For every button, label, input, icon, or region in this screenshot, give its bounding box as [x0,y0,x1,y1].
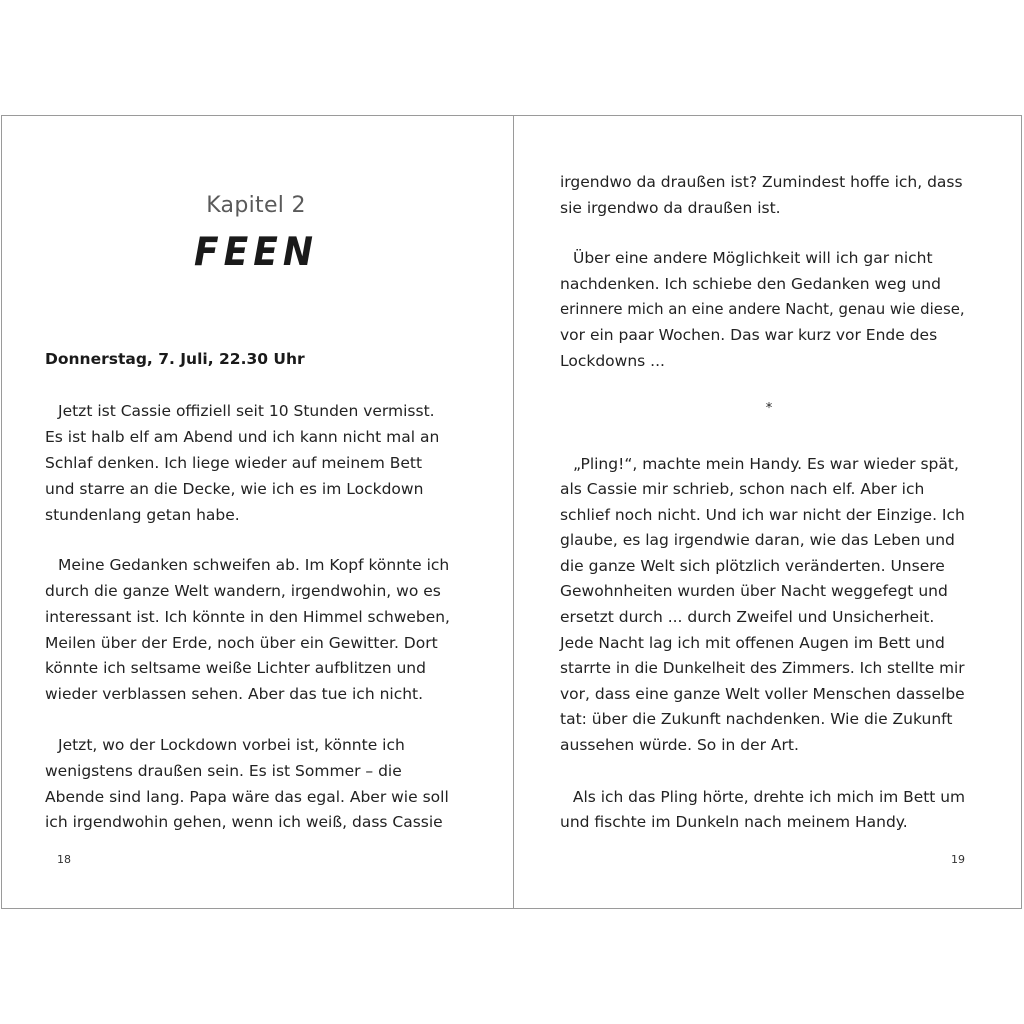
text-line: und starre an die Decke, wie ich es im Lockdown [45,480,424,498]
text-line: erinnere mich an eine andere Nacht, genau wie diese, [560,300,965,318]
right-page [514,0,1024,1024]
text-line: Gewohnheiten wurden über Nacht weggefegt und [560,582,948,600]
text-line: sie irgendwo da draußen ist. [560,199,781,217]
text-line: Es ist halb elf am Abend und ich kann nicht mal an [45,428,440,446]
text-line: irgendwo da draußen ist? Zumindest hoffe ich, dass [560,173,963,191]
text-line: Meilen über der Erde, noch über ein Gewitter. Dort [45,634,438,652]
text-line: Jetzt ist Cassie offiziell seit 10 Stunden vermisst. [58,402,435,420]
text-line: Jetzt, wo der Lockdown vorbei ist, könnte ich [58,736,405,754]
text-line: nachdenken. Ich schiebe den Gedanken weg und [560,275,941,293]
scene-break: * [765,401,773,416]
text-line: durch die ganze Welt wandern, irgendwohin, wo es [45,582,441,600]
page-number: 19 [951,853,965,866]
text-line: aussehen würde. So in der Art. [560,736,799,754]
text-line: Lockdowns ... [560,352,665,370]
text-line: Jede Nacht lag ich mit offenen Augen im Bett und [560,634,945,652]
text-line: könnte ich seltsame weiße Lichter aufblitzen und [45,659,426,677]
text-line: schlief noch nicht. Und ich war nicht der Einzige. Ich [560,506,965,524]
text-line: „Pling!“, machte mein Handy. Es war wieder spät, [573,455,959,473]
text-line: Meine Gedanken schweifen ab. Im Kopf könnte ich [58,556,450,574]
text-line: tat: über die Zukunft nachdenken. Wie die Zukunft [560,710,953,728]
text-line: vor, dass eine ganze Welt voller Menschen dasselbe [560,685,965,703]
text-line: vor ein paar Wochen. Das war kurz vor Ende des [560,326,938,344]
text-line: und fischte im Dunkeln nach meinem Handy. [560,813,908,831]
text-line: interessant ist. Ich könnte in den Himmel schweben, [45,608,450,626]
text-line: wieder verblassen sehen. Aber das tue ich nicht. [45,685,424,703]
text-line: Über eine andere Möglichkeit will ich gar nicht [573,249,933,267]
date-heading: Donnerstag, 7. Juli, 22.30 Uhr [45,350,305,368]
text-line: Abende sind lang. Papa wäre das egal. Aber wie soll [45,788,449,806]
text-line: starrte in die Dunkelheit des Zimmers. Ich stellte mir [560,659,965,677]
text-line: ich irgendwohin gehen, wenn ich weiß, dass Cassie [45,813,443,831]
text-line: stundenlang getan habe. [45,506,240,524]
chapter-title: FEEN [194,230,318,275]
text-line: die ganze Welt sich plötzlich veränderten. Unsere [560,557,945,575]
text-line: Schlaf denken. Ich liege wieder auf meinem Bett [45,454,423,472]
text-line: glaube, es lag irgendwie daran, wie das Leben und [560,531,955,549]
page-number: 18 [57,853,71,866]
text-line: als Cassie mir schrieb, schon nach elf. Aber ich [560,480,925,498]
text-line: wenigstens draußen sein. Es ist Sommer – die [45,762,402,780]
text-line: Als ich das Pling hörte, drehte ich mich im Bett um [572,788,966,806]
chapter-number: Kapitel 2 [206,193,306,218]
text-line: ersetzt durch ... durch Zweifel und Unsicherheit. [560,608,935,626]
